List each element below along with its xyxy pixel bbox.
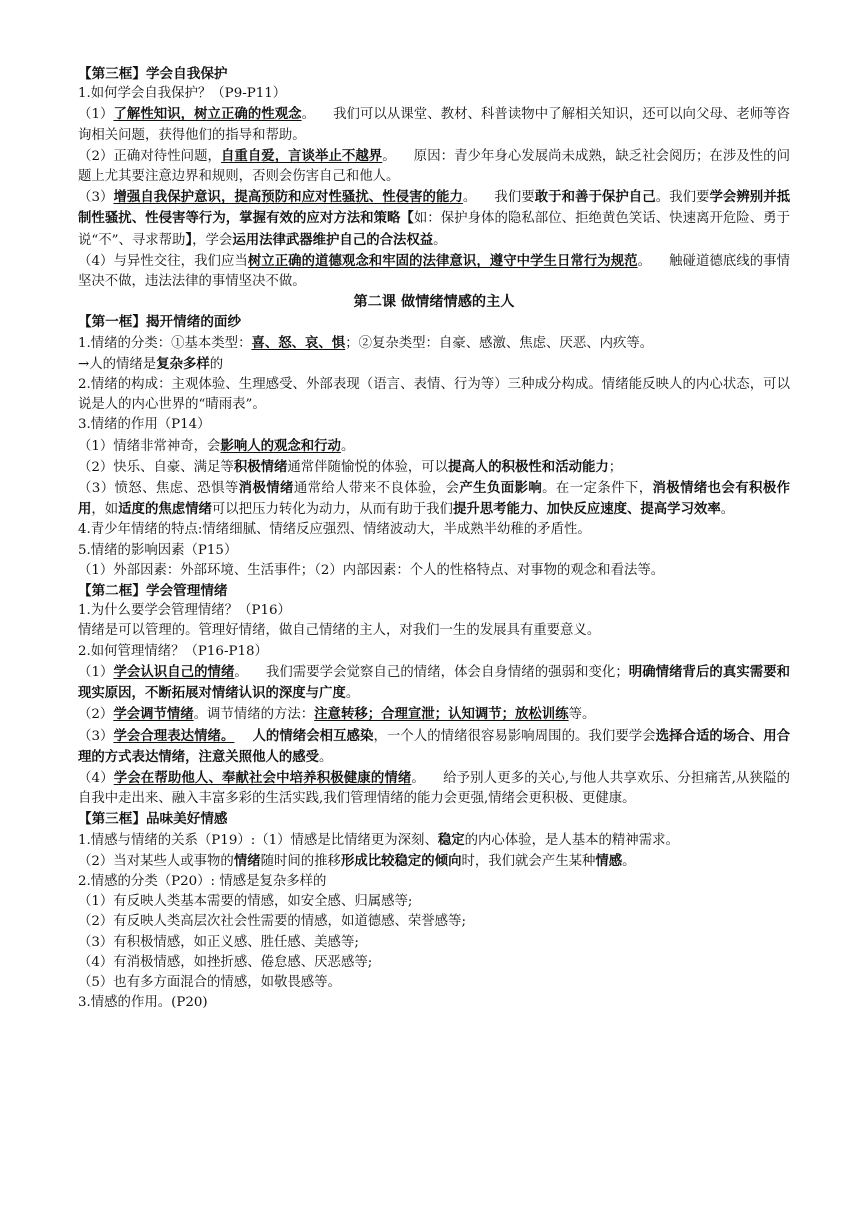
key-point: 增强自我保护意识，提高预防和应对性骚扰、性侵害的能力 bbox=[113, 189, 463, 206]
question-line: 1.如何学会自我保护？（P9-P11） bbox=[78, 86, 287, 102]
key-point: 自重自爱，言谈举止不越界 bbox=[220, 147, 383, 164]
paragraph: 2.情感的分类（P20）: 情感是复杂多样的 bbox=[78, 873, 327, 889]
paragraph: 5.情绪的影响因素（P15） bbox=[78, 542, 238, 558]
document-page bbox=[78, 64, 790, 1013]
paragraph: 1.为什么要学会管理情绪？（P16） bbox=[78, 603, 291, 619]
paragraph: 2.情绪的构成：主观体验、生理感受、外部表现（语言、表情、行为等）三种成分构成。情绪能反映人的内心状态，可以说是人的内心世界的“晴雨表”。 bbox=[78, 377, 790, 413]
paragraph: （2）快乐、自豪、满足等积极情绪通常伴随愉悦的体验，可以提高人的积极性和活动能力； bbox=[78, 458, 623, 475]
paragraph: 3.情感的作用。(P20) bbox=[78, 995, 208, 1011]
paragraph: （3）愤怒、焦虑、恐惧等消极情绪通常给人带来不良体验，会产生负面影响。在一定条件下，消极情绪也会有积极作用，如适度的焦虑情绪可以把压力转化为动力，从而有助于我们提升思考能力、加快反应速度、提高学习效率。 bbox=[78, 480, 791, 518]
paragraph: （1）了解性知识，树立正确的性观念。 我们可以从课堂、教材、科普读物中了解相关知识，还可以向父母、老师等咨询相关问题，获得他们的指导和帮助。 bbox=[78, 106, 791, 143]
section-heading: 【第三框】学会自我保护 bbox=[78, 66, 228, 82]
paragraph: （1）情绪非常神奇，会影响人的观念和行动。 bbox=[78, 437, 355, 454]
paragraph: 1.情感与情绪的关系（P19）:（1）情感是比情绪更为深刻、稳定的内心体验，是人基本的精神需求。 bbox=[78, 831, 679, 848]
paragraph: （5）也有多方面混合的情感，如敬畏感等。 bbox=[78, 974, 341, 990]
paragraph: （2）当对某些人或事物的情绪随时间的推移形成比较稳定的倾向时，我们就会产生某种情感。 bbox=[78, 852, 636, 869]
paragraph: （1）有反映人类基本需要的情感，如安全感、归属感等; bbox=[78, 894, 413, 910]
paragraph: （4）学会在帮助他人、奉献社会中培养积极健康的情绪。 给予别人更多的关心,与他人共享欢乐、分担痛苦,从狭隘的自我中走出来、融入丰富多彩的生活实践,我们管理情绪的能力会更强,情绪会更积极、更健康。 bbox=[78, 769, 791, 807]
paragraph: 4.青少年情绪的特点:情绪细腻、情绪反应强烈、情绪波动大，半成熟半幼稚的矛盾性。 bbox=[78, 522, 591, 538]
paragraph: （3）有积极情感，如正义感、胜任感、美感等; bbox=[78, 934, 359, 950]
section-heading: 【第一框】揭开情绪的面纱 bbox=[78, 314, 242, 331]
paragraph: （2）正确对待性问题，自重自爱，言谈举止不越界。 原因：青少年身心发展尚未成熟，缺乏社会阅历；在涉及性的问题上尤其要注意边界和规则，否则会伤害自己和他人。 bbox=[78, 147, 791, 185]
paragraph: （3）增强自我保护意识，提高预防和应对性骚扰、性侵害的能力。 我们要敢于和善于保护自己。我们要学会辨别并抵制性骚扰、性侵害等行为，掌握有效的应对方法和策略【如：保护身体的隐私部位、拒绝黄色笑话、快速离开危险、勇于说“不”、寻求帮助】，学会运用法律武器维护自己的合法权益。 bbox=[78, 189, 791, 248]
paragraph: （2）有反映人类高层次社会性需要的情感，如道德感、荣誉感等; bbox=[78, 914, 466, 930]
paragraph: 2.如何管理情绪？（P16-P18） bbox=[78, 643, 268, 659]
paragraph: （2）学会调节情绪。调节情绪的方法：注意转移；合理宣泄；认知调节；放松训练等。 bbox=[78, 706, 596, 723]
paragraph: （3）学会合理表达情绪。 人的情绪会相互感染，一个人的情绪很容易影响周围的。我们要学会选择合适的场合、用合理的方式表达情绪，注意关照他人的感受。 bbox=[78, 727, 791, 765]
key-point: 了解性知识，树立正确的性观念 bbox=[113, 106, 302, 123]
paragraph: （1）学会认识自己的情绪。 我们需要学会觉察自己的情绪，体会自身情绪的强弱和变化；明确情绪背后的真实需要和现实原因，不断拓展对情绪认识的深度与广度。 bbox=[78, 663, 791, 702]
paragraph: 情绪是可以管理的。管理好情绪，做自己情绪的主人，对我们一生的发展具有重要意义。 bbox=[78, 623, 601, 639]
section-heading: 【第二框】学会管理情绪 bbox=[78, 583, 228, 600]
section-heading: 【第三框】品味美好情感 bbox=[78, 811, 228, 828]
paragraph: 1.情绪的分类：①基本类型：喜、怒、哀、惧；②复杂类型：自豪、感激、焦虑、厌恶、内疚等。 bbox=[78, 334, 654, 351]
paragraph: （4）与异性交往，我们应当树立正确的道德观念和牢固的法律意识，遵守中学生日常行为规范。 触碰道德底线的事情坚决不做，违法法律的事情坚决不做。 bbox=[78, 252, 791, 290]
key-point: 树立正确的道德观念和牢固的法律意识，遵守中学生日常行为规范 bbox=[247, 252, 638, 269]
paragraph: →人的情绪是复杂多样的 bbox=[78, 355, 224, 372]
lesson-title: 第二课 做情绪情感的主人 bbox=[353, 294, 515, 311]
paragraph: （4）有消极情感，如挫折感、倦怠感、厌恶感等; bbox=[78, 954, 373, 970]
paragraph: （1）外部因素：外部环境、生活事件；（2）内部因素：个人的性格特点、对事物的观念和看法等。 bbox=[78, 562, 665, 578]
paragraph: 3.情绪的作用（P14） bbox=[78, 417, 211, 433]
